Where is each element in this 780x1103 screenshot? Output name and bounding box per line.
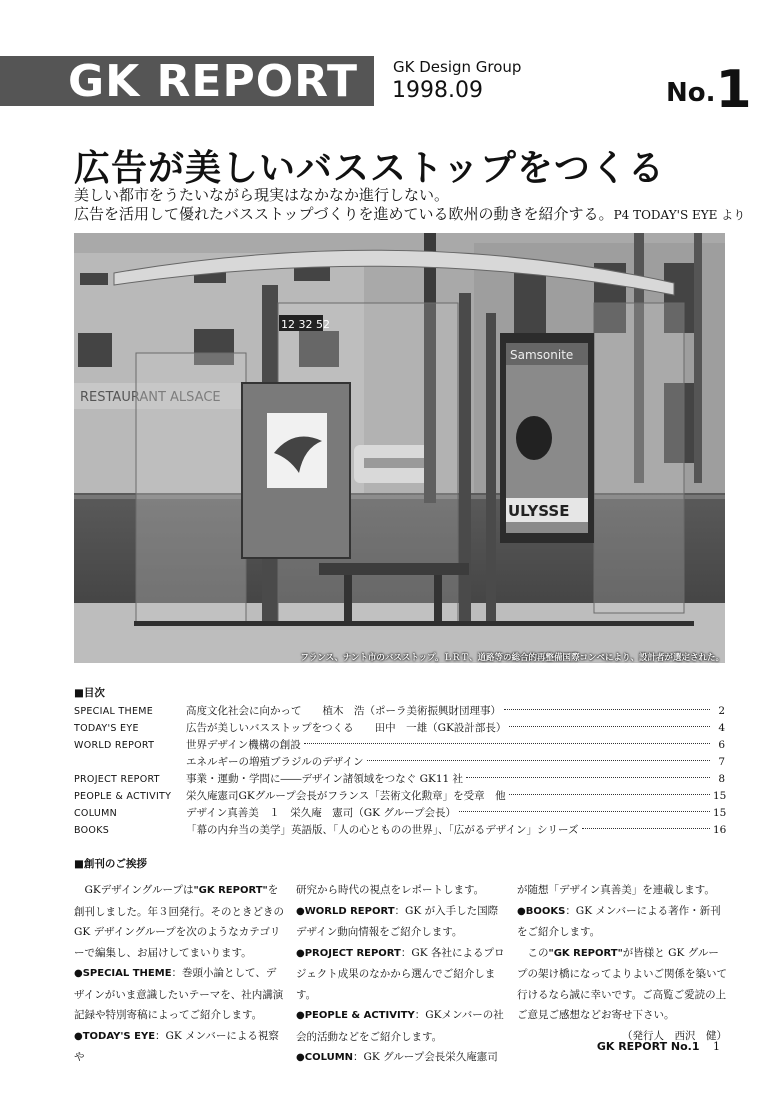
toc-row[interactable] [74,805,725,822]
toc-leader [367,760,710,761]
toc-title: デザイン真善美 １ 栄久庵 憲司（GK グループ会長） [186,807,456,819]
category-project-report [296,943,506,1006]
category-text: ：GKメンバーの社会的活動などをご紹介します。 [296,1009,504,1043]
toc-page: 15 [713,790,727,802]
toc-title: 「幕の内弁当の美学」英語版、「人の心とものの世界」、「広がるデザイン」シリーズ [186,824,579,836]
bus-stop-clock: 12 32 52 [281,318,330,331]
footer-title: GK REPORT No.1 [596,1040,700,1053]
category-label: ●WORLD REPORT [296,905,395,917]
bus-stop-photo [74,233,725,663]
publisher-name: GK Design Group [393,58,522,76]
headline: 広告が美しいバスストップをつくる [74,148,665,189]
toc-row[interactable] [74,703,725,720]
toc-page: 4 [718,722,725,734]
toc-page: 16 [713,824,727,836]
toc-row[interactable] [74,771,725,788]
toc-page: 6 [718,739,725,751]
page-number: 1 [713,1040,720,1053]
toc-title: 高度文化社会に向かって 植木 浩（ポーラ美術振興財団理事） [186,705,501,717]
lead-line-2-text: 広告を活用して優れたバスストップづくりを進めている欧州の動きを紹介する。 [74,205,614,223]
greeting-heading: ■創刊のご挨拶 [74,858,147,870]
category-label: ●TODAY'S EYE [74,1030,156,1042]
report-title: GK REPORT [68,56,359,107]
report-name: "GK REPORT" [193,885,268,896]
text: が皆様と GK グループの架け橋になってよりよいご関係を築いて行けるなら誠に幸いです。ご高覧ご愛読の上ご意見ご感想などお寄せ下さい。 [517,946,727,1021]
category-label: ●COLUMN [296,1052,354,1063]
ad-slogan-text: ULYSSE [508,502,570,520]
toc-leader [304,743,710,744]
ad-brand-text: Samsonite [510,348,574,362]
toc-section: COLUMN [74,808,117,819]
category-text: ：GK が入手した国際デザイン動向情報をご紹介します。 [296,904,499,938]
lead-line-2 [74,203,745,224]
toc-row[interactable] [74,754,725,771]
toc-row[interactable] [74,788,725,805]
lead-line-1: 美しい都市をうたいながら現実はなかなか進行しない。 [74,186,450,204]
category-text: ：GK グループ会長栄久庵憲司 [353,1051,498,1063]
category-text: ：巻頭小論として、デザインがいま意識したいテーマを、社内講演記録や特別寄稿によってご紹介します。 [74,967,284,1021]
toc-leader [509,794,710,795]
publisher-signature: （発行人 西沢 健） [622,1029,727,1042]
category-world-report [296,901,506,943]
toc-section: SPECIAL THEME [74,706,154,717]
photo-caption: フランス、ナント市のバスストップ。ＬＲＴ、道路等の総合的再整備国際コンペにより、設計者が選定された。 [300,653,724,663]
category-text: ：GK メンバーによる著作・新刊をご紹介します。 [517,904,721,938]
toc-title: 広告が美しいバスストップをつくる 田中 一雄（GK設計部長） [186,722,507,734]
text: 研究から時代の視点をレポートします。 [296,884,485,896]
issue-date: 1998.09 [392,78,483,103]
toc-row[interactable] [74,720,725,737]
category-special-theme [74,963,284,1026]
category-label: ●BOOKS [517,905,566,917]
toc-leader [504,709,710,710]
toc-page: 15 [713,807,727,819]
toc-title: 事業・運動・学問に――デザイン諸領域をつなぐ GK11 社 [186,773,464,785]
toc-leader [509,726,710,727]
toc-heading: ■目次 [74,687,105,699]
greeting-column-1 [74,880,284,1068]
text: GKデザイングループは [84,884,194,896]
category-label: ●PEOPLE & ACTIVITY [296,1010,415,1021]
toc-title: 栄久庵憲司GKグループ会長がフランス「芸術文化勲章」を受章 他 [186,790,506,802]
category-books [517,901,727,943]
greeting-column-2 [296,880,506,1069]
toc-page: 2 [718,705,725,717]
toc-leader [459,811,710,812]
svg-text:RESTAURANT ALSACE: RESTAURANT ALSACE [80,390,221,405]
toc-row[interactable] [74,822,725,839]
toc-section: PEOPLE & ACTIVITY [74,791,172,802]
issue-prefix: No. [666,78,716,108]
toc-section: TODAY'S EYE [74,723,139,734]
toc-row[interactable] [74,737,725,754]
toc-section: WORLD REPORT [74,740,155,751]
toc-page: 8 [718,773,725,785]
text: が随想「デザイン真善美」を連載します。 [517,884,715,896]
page-footer [597,1040,720,1053]
issue-number [666,60,752,120]
toc-leader [582,828,711,829]
category-todays-eye [74,1026,284,1068]
category-text: ：GK メンバーによる視察や [74,1029,279,1063]
category-text: ：GK 各社によるプロジェクト成果のなかから選んでご紹介します。 [296,946,505,1001]
greeting-paragraph [74,880,284,963]
category-label: ●SPECIAL THEME [74,968,172,979]
category-label: ●PROJECT REPORT [296,947,401,959]
toc-section: BOOKS [74,825,110,836]
lead-reference: P4 TODAY'S EYE より [613,208,746,222]
category-column [296,1047,506,1069]
text: この [527,946,549,959]
toc-title: エネルギーの増殖ブラジルのデザイン [186,756,364,768]
table-of-contents [74,703,725,839]
category-people-activity [296,1005,506,1047]
greeting-closing [517,943,727,1026]
greeting-column-3 [517,880,727,1046]
toc-section: PROJECT REPORT [74,774,160,785]
text: を創刊しました。年３回発行。そのときどきの GK デザイングループを次のようなカテゴリーで編集し、お届けしてまいります。 [74,884,284,959]
toc-page: 7 [718,756,725,768]
report-name: "GK REPORT" [548,947,623,959]
toc-title: 世界デザイン機構の創設 [186,739,301,751]
toc-leader [466,777,710,778]
issue-digit: 1 [715,60,752,120]
